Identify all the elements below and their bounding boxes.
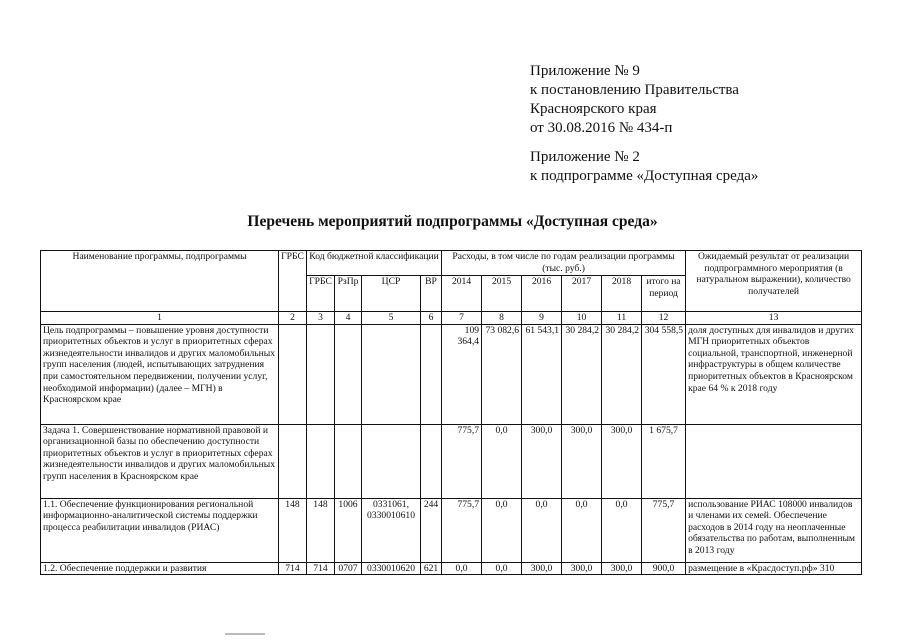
table-row bbox=[41, 562, 862, 575]
header-2015: 2015 bbox=[482, 276, 522, 312]
row-sub-grbs: 148 bbox=[307, 498, 335, 562]
row-total: 775,7 bbox=[642, 498, 686, 562]
appendix-main-line: Красноярского края bbox=[530, 101, 657, 117]
column-number: 13 bbox=[686, 312, 862, 325]
row-2015: 0,0 bbox=[482, 498, 522, 562]
row-vr bbox=[421, 424, 442, 498]
header-grbs: ГРБС bbox=[279, 251, 307, 312]
row-2016: 0,0 bbox=[522, 498, 562, 562]
column-number: 12 bbox=[642, 312, 686, 325]
header-result: Ожидаемый результат от реализации подпрограммного мероприятия (в натуральном выражении), количество получателей bbox=[686, 251, 862, 312]
row-csr: 0330010620 bbox=[362, 562, 421, 575]
header-2016: 2016 bbox=[522, 276, 562, 312]
row-name: Задача 1. Совершенствование нормативной правовой и организационной базы по обеспечению доступности приоритетных объектов и услуг в приоритетных сферах жизнедеятельности инвалидов и других маломобильных групп населения в Красноярском крае bbox=[41, 424, 279, 498]
row-2018: 0,0 bbox=[602, 498, 642, 562]
row-result bbox=[686, 424, 862, 498]
row-result: доля доступных для инвалидов и других МГН приоритетных объектов социальной, транспортной, инженерной инфраструктуры в общем количестве приоритетных объектов в Красноярском крае 64 % к 2018 году bbox=[686, 324, 862, 424]
row-sub-grbs: 714 bbox=[307, 562, 335, 575]
row-result: использование РИАС 108000 инвалидов и членами их семей. Обеспечение расходов в 2014 году на неоплаченные обязательства по работам, выполненным в 2013 году bbox=[686, 498, 862, 562]
row-rzpr: 0707 bbox=[335, 562, 362, 575]
page-edge-mark bbox=[225, 633, 265, 635]
appendix-main-line: к постановлению Правительства bbox=[530, 82, 739, 98]
row-vr: 621 bbox=[421, 562, 442, 575]
row-2014: 109 364,4 bbox=[442, 324, 482, 424]
column-number: 8 bbox=[482, 312, 522, 325]
row-rzpr bbox=[335, 424, 362, 498]
row-2015: 73 082,6 bbox=[482, 324, 522, 424]
appendix-sub-line: к подпрограмме «Доступная среда» bbox=[530, 168, 759, 184]
row-name: 1.2. Обеспечение поддержки и развития bbox=[41, 562, 279, 575]
row-2017: 0,0 bbox=[562, 498, 602, 562]
header-2017: 2017 bbox=[562, 276, 602, 312]
row-2016: 300,0 bbox=[522, 424, 562, 498]
appendix-sub-block bbox=[530, 148, 758, 186]
row-grbs: 148 bbox=[279, 498, 307, 562]
row-2015: 0,0 bbox=[482, 424, 522, 498]
row-2016: 300,0 bbox=[522, 562, 562, 575]
column-number: 11 bbox=[602, 312, 642, 325]
column-number: 3 bbox=[307, 312, 335, 325]
row-name: 1.1. Обеспечение функционирования региональной информационно-аналитической системы поддержки процесса реабилитации инвалидов (РИАС) bbox=[41, 498, 279, 562]
row-2016: 61 543,1 bbox=[522, 324, 562, 424]
row-2014: 775,7 bbox=[442, 498, 482, 562]
header-budget-code: Код бюджетной классификации bbox=[307, 251, 442, 276]
row-2014: 775,7 bbox=[442, 424, 482, 498]
row-2018: 30 284,2 bbox=[602, 324, 642, 424]
row-2018: 300,0 bbox=[602, 562, 642, 575]
row-csr bbox=[362, 424, 421, 498]
row-2017: 30 284,2 bbox=[562, 324, 602, 424]
header-expenses: Расходы, в том числе по годам реализации программы (тыс. руб.) bbox=[442, 251, 686, 276]
header-row-1 bbox=[41, 251, 862, 276]
row-grbs bbox=[279, 324, 307, 424]
column-number: 6 bbox=[421, 312, 442, 325]
column-number: 5 bbox=[362, 312, 421, 325]
row-2015: 0,0 bbox=[482, 562, 522, 575]
row-csr: 0331061, 0330010610 bbox=[362, 498, 421, 562]
row-vr: 244 bbox=[421, 498, 442, 562]
row-2017: 300,0 bbox=[562, 424, 602, 498]
row-total: 1 675,7 bbox=[642, 424, 686, 498]
appendix-main-line: Приложение № 9 bbox=[530, 63, 640, 79]
row-total: 900,0 bbox=[642, 562, 686, 575]
header-2018: 2018 bbox=[602, 276, 642, 312]
column-number: 4 bbox=[335, 312, 362, 325]
row-2014: 0,0 bbox=[442, 562, 482, 575]
header-rzpr: РзПр bbox=[335, 276, 362, 312]
row-grbs bbox=[279, 424, 307, 498]
header-2014: 2014 bbox=[442, 276, 482, 312]
row-vr bbox=[421, 324, 442, 424]
appendix-sub-line: Приложение № 2 bbox=[530, 149, 640, 165]
header-sub-grbs: ГРБС bbox=[307, 276, 335, 312]
row-name: Цель подпрограммы – повышение уровня доступности приоритетных объектов и услуг в приоритетных сферах жизнедеятельности инвалидов и других маломобильных групп населения (людей, испытывающих затруднения при самостоятельном передвижении, получении услуг, необходимой информации) (далее – МГН) в Красноярском крае bbox=[41, 324, 279, 424]
table-row bbox=[41, 324, 862, 424]
column-number: 9 bbox=[522, 312, 562, 325]
row-sub-grbs bbox=[307, 324, 335, 424]
table-row bbox=[41, 424, 862, 498]
column-number: 1 bbox=[41, 312, 279, 325]
header-csr: ЦСР bbox=[362, 276, 421, 312]
row-result: размещение в «Красдоступ.рф» 310 bbox=[686, 562, 862, 575]
row-csr bbox=[362, 324, 421, 424]
header-total: итого на период bbox=[642, 276, 686, 312]
row-grbs: 714 bbox=[279, 562, 307, 575]
row-total: 304 558,5 bbox=[642, 324, 686, 424]
column-number: 2 bbox=[279, 312, 307, 325]
column-number-row bbox=[41, 312, 862, 325]
appendix-main-block bbox=[530, 62, 739, 138]
row-rzpr: 1006 bbox=[335, 498, 362, 562]
table-row bbox=[41, 498, 862, 562]
row-sub-grbs bbox=[307, 424, 335, 498]
row-2018: 300,0 bbox=[602, 424, 642, 498]
header-vr: ВР bbox=[421, 276, 442, 312]
row-rzpr bbox=[335, 324, 362, 424]
column-number: 7 bbox=[442, 312, 482, 325]
document-title: Перечень мероприятий подпрограммы «Доступная среда» bbox=[247, 213, 658, 230]
column-number: 10 bbox=[562, 312, 602, 325]
measures-table bbox=[40, 250, 862, 575]
appendix-main-line: от 30.08.2016 № 434-п bbox=[530, 120, 673, 136]
row-2017: 300,0 bbox=[562, 562, 602, 575]
header-name: Наименование программы, подпрограммы bbox=[41, 251, 279, 312]
